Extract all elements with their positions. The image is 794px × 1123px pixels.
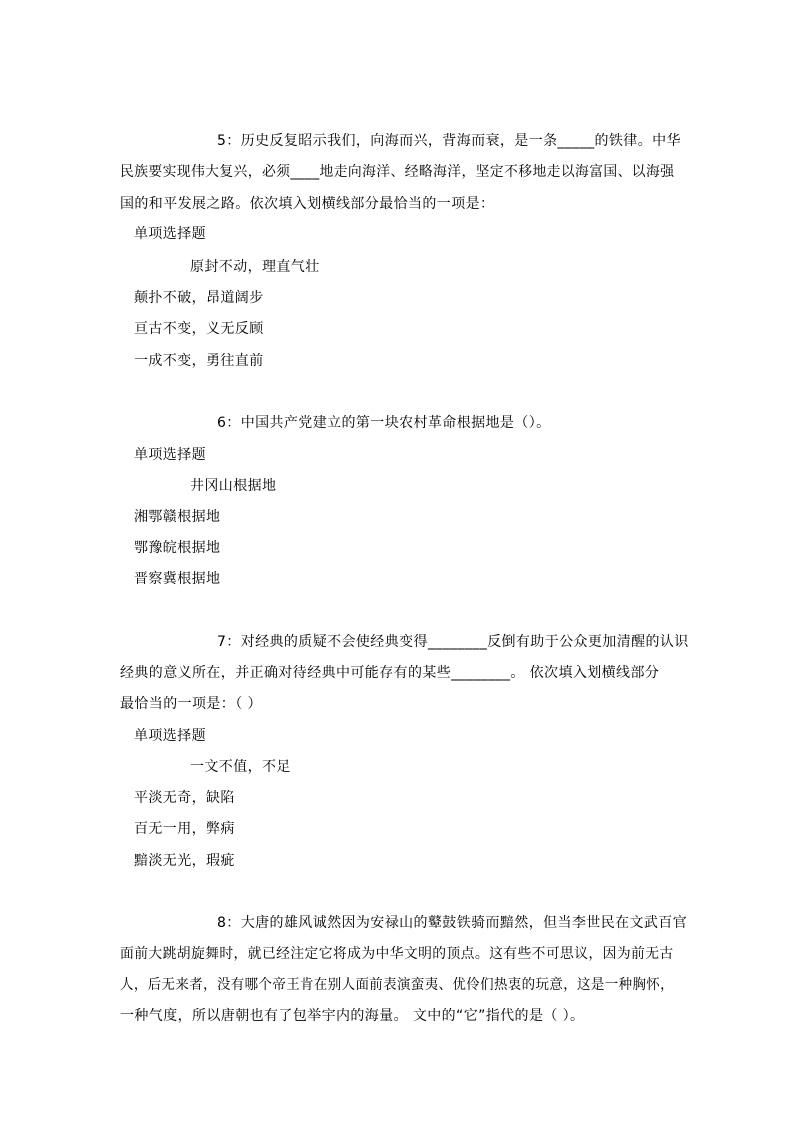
option-a[interactable]: 原封不动，理直气壮 [190,259,320,275]
option-b[interactable]: 湘鄂赣根据地 [134,509,221,525]
question-text-line: 7：对经典的质疑不会使经典变得________反倒有助于公众更加清醒的认识 [217,634,689,650]
question-text-line: 一种气度，所以唐朝也有了包举宇内的海量。 文中的“它”指代的是（ ）。 [120,1008,585,1024]
question-text-line: 民族要实现伟大复兴，必须____地走向海洋、经略海洋，坚定不移地走以海富国、以海强 [120,164,675,180]
question-text-line: 5：历史反复昭示我们，向海而兴，背海而衰，是一条_____的铁律。中华 [217,133,681,149]
question-text-line: 国的和平发展之路。依次填入划横线部分最恰当的一项是： [120,196,495,212]
option-b[interactable]: 颠扑不破，昂道阔步 [134,290,264,306]
option-c[interactable]: 鄂豫皖根据地 [134,540,221,556]
question-text-line: 面前大跳胡旋舞时，就已经注定它将成为中华文明的顶点。这有些不可思议，因为前无古 [120,946,674,962]
question-type-label: 单项选择题 [134,447,206,463]
question-text-line: 经典的意义所在，并正确对待经典中可能存有的某些________。 依次填入划横线部分 [120,665,660,681]
option-c[interactable]: 亘古不变，义无反顾 [134,321,264,337]
question-text-line: 8：大唐的雄风诚然因为安禄山的鼙鼓铁骑而黯然，但当李世民在文武百官 [217,915,688,931]
option-b[interactable]: 平淡无奇，缺陷 [134,790,235,806]
question-type-label: 单项选择题 [134,226,206,242]
option-d[interactable]: 一成不变，勇往直前 [134,353,264,369]
question-text-line: 6：中国共产党建立的第一块农村革命根据地是（）。 [217,415,551,431]
option-d[interactable]: 晋察冀根据地 [134,571,221,587]
question-text-line: 最恰当的一项是：（ ） [120,696,262,712]
question-type-label: 单项选择题 [134,728,206,744]
question-text-line: 人，后无来者，没有哪个帝王肯在别人面前表演蛮夷、优伶们热衷的玩意，这是一种胸怀， [120,977,674,993]
option-c[interactable]: 百无一用，弊病 [134,821,235,837]
option-d[interactable]: 黯淡无光，瑕疵 [134,853,235,869]
option-a[interactable]: 一文不值，不足 [190,759,291,775]
option-a[interactable]: 井冈山根据地 [190,478,277,494]
